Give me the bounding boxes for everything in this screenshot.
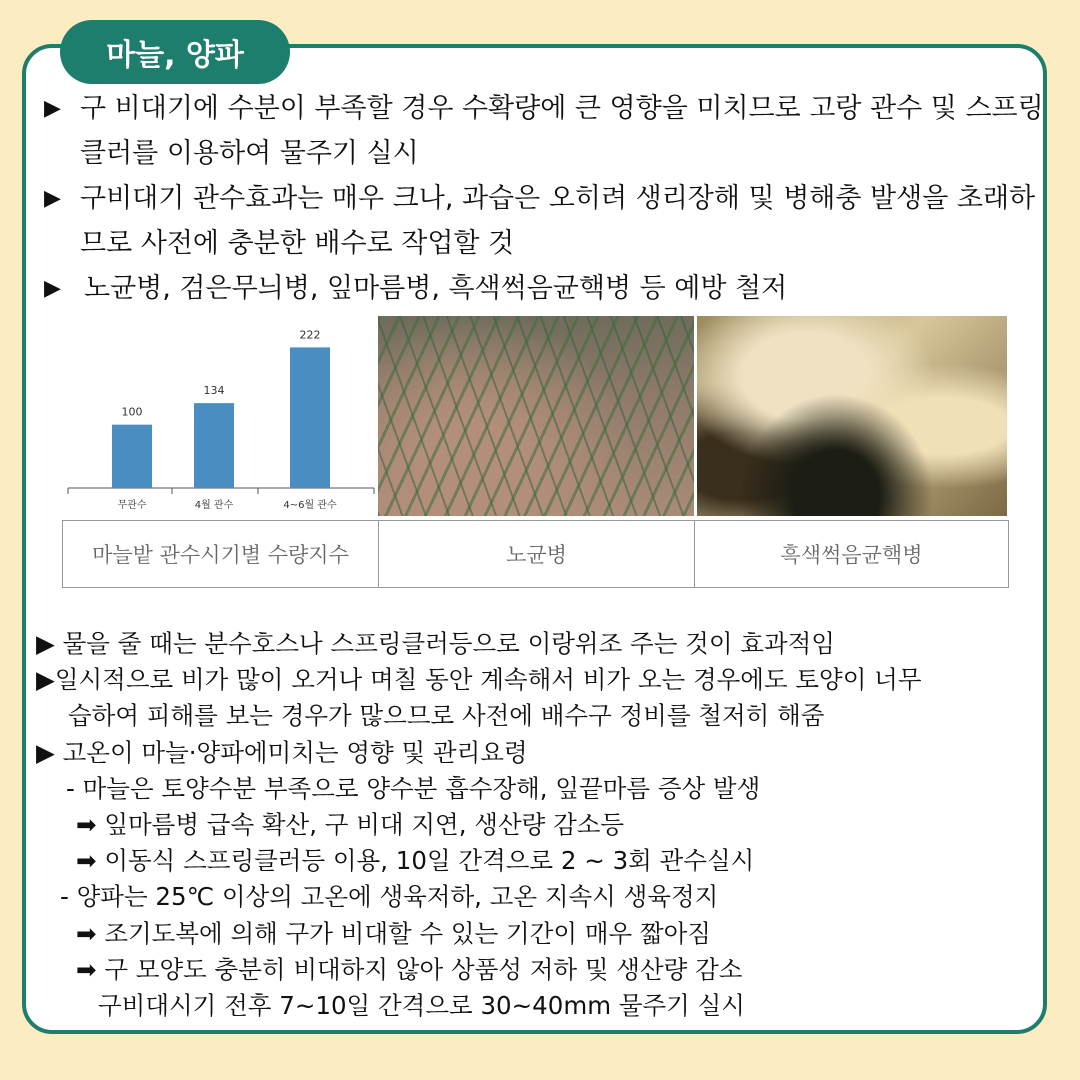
text-line: ➡ 조기도복에 의해 구가 비대할 수 있는 기간이 매우 짧아짐: [76, 918, 711, 948]
bullet-text: 구 비대기에 수분이 부족할 경우 수확량에 큰 영향을 미치므로 고랑 관수 및 스프링클러를 이용하여 물주기 실시: [80, 93, 1044, 169]
bottom-text-list: [36, 626, 1046, 1024]
bullet-triangle-icon: ▶: [44, 186, 61, 211]
bullet-text: 구비대기 관수효과는 매우 크나, 과습은 오히려 생리장해 및 병해충 발생을 초래하므로 사전에 충분한 배수로 작업할 것: [80, 183, 1036, 259]
bullet-triangle-icon: ▶: [44, 276, 61, 301]
white-rot-photo: [697, 316, 1007, 516]
bar: [290, 347, 330, 488]
chart-caption: 마늘밭 관수시기별 수량지수: [63, 521, 379, 587]
text-line: ➡ 잎마름병 급속 확산, 구 비대 지연, 생산량 감소등: [76, 810, 625, 840]
text-line: ▶ 물을 줄 때는 분수호스나 스프링클러등으로 이랑위조 주는 것이 효과적임: [36, 629, 835, 658]
bar-value-label: 222: [299, 328, 321, 342]
photo2-caption: 흑색썩음균핵병: [780, 543, 923, 567]
bar-value-label: 134: [203, 384, 225, 398]
yield-index-chart: [62, 316, 376, 518]
text-line: ▶일시적으로 비가 많이 오거나 며칠 동안 계속해서 비가 오는 경우에도 토양이 너무: [36, 665, 922, 695]
text-line: ▶ 고온이 마늘·양파에미치는 영향 및 관리요령: [36, 737, 528, 767]
bar: [112, 425, 152, 488]
bullet-item: [44, 266, 1044, 311]
text-line: 습하여 피해를 보는 경우가 많으므로 사전에 배수구 정비를 철저히 해줌: [68, 701, 825, 731]
page-title: 마늘, 양파: [60, 20, 290, 84]
bullet-item: [44, 176, 1044, 266]
bullet-item: [44, 86, 1044, 176]
downy-mildew-photo: [378, 316, 694, 516]
category-label: 무관수: [117, 500, 147, 511]
bullet-triangle-icon: ▶: [44, 96, 61, 121]
bar-value-label: 100: [121, 405, 143, 419]
figure-caption-row: [62, 520, 1009, 588]
text-line: - 마늘은 토양수분 부족으로 양수분 흡수장해, 잎끝마름 증상 발생: [66, 773, 761, 803]
text-line: 구비대시기 전후 7~10일 간격으로 30~40mm 물주기 실시: [98, 991, 745, 1021]
photo1-caption: 노균병: [379, 521, 695, 587]
top-bullet-list: [44, 86, 1044, 311]
text-line: - 양파는 25℃ 이상의 고온에 생육저하, 고온 지속시 생육정지: [60, 882, 719, 912]
text-line: ➡ 이동식 스프링클러등 이용, 10일 간격으로 2 ~ 3회 관수실시: [76, 846, 755, 876]
category-label: 4~6월 관수: [283, 500, 337, 511]
bar: [194, 403, 234, 488]
bullet-text: 노균병, 검은무늬병, 잎마름병, 흑색썩음균핵병 등 예방 철저: [84, 273, 788, 304]
category-label: 4월 관수: [194, 500, 234, 511]
bar-chart-svg: [62, 316, 376, 518]
text-line: ➡ 구 모양도 충분히 비대하지 않아 상품성 저하 및 생산량 감소: [76, 954, 743, 984]
